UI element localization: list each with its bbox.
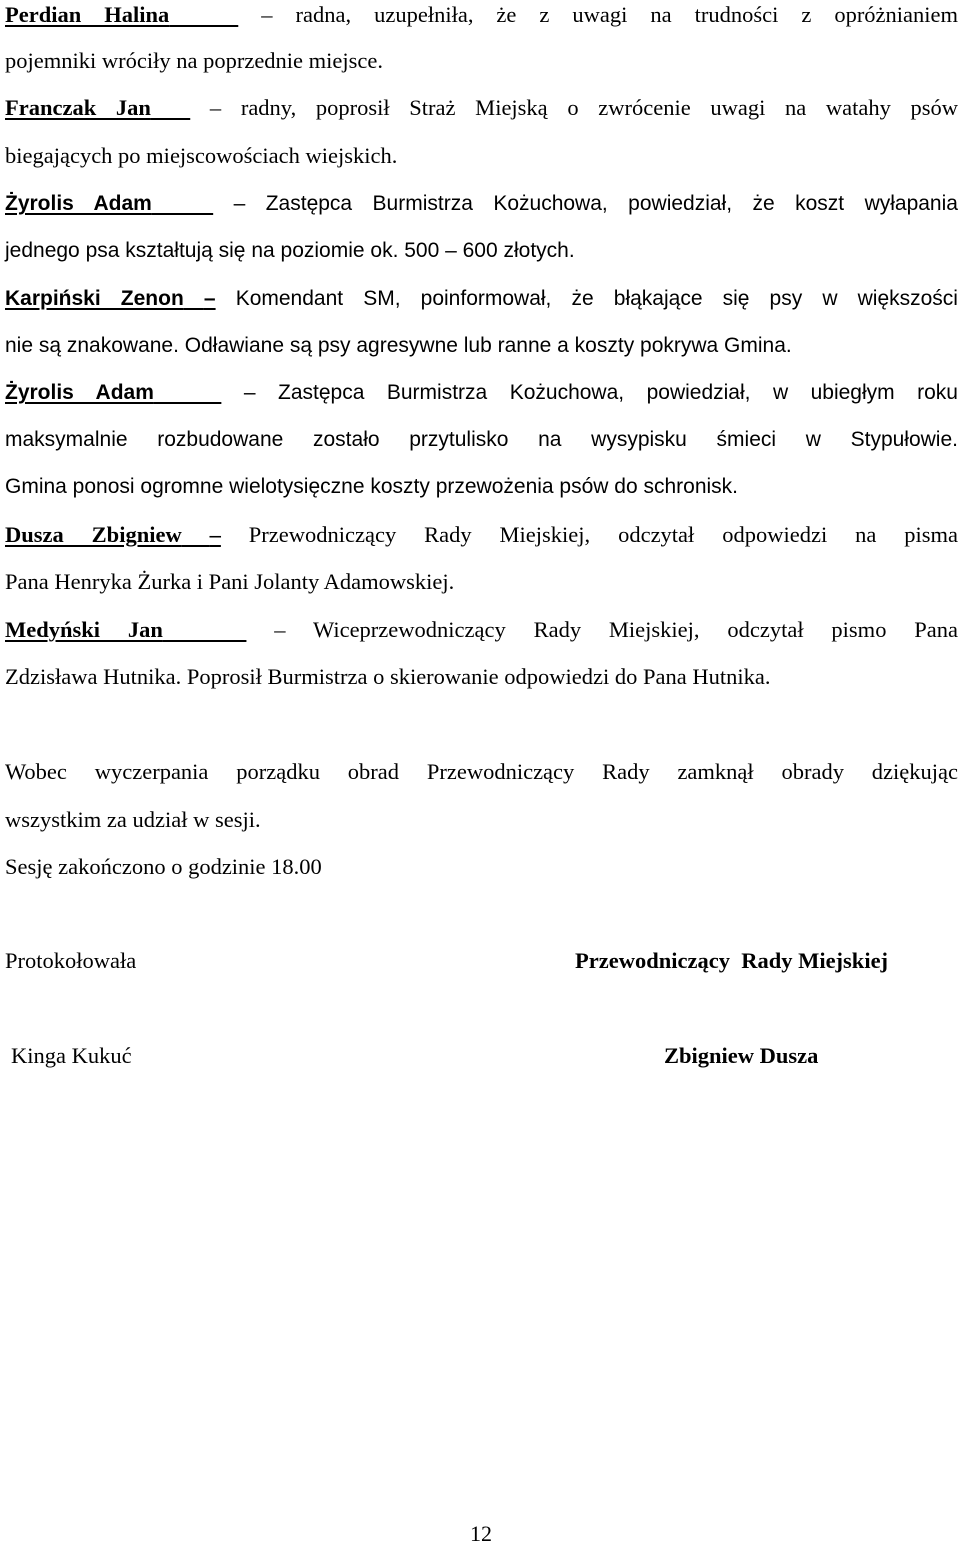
entry-karpinski-line-1 bbox=[5, 284, 958, 314]
speaker-name: Franczak Jan bbox=[5, 95, 151, 120]
session-end-time: Sesję zakończono o godzinie 18.00 bbox=[5, 854, 322, 879]
entry-zyrolis-2-line-2: maksymalnie rozbudowane zostało przytulisko na wysypisku śmieci w Stypułowie. bbox=[5, 428, 958, 451]
entry-medynski-line-1 bbox=[5, 615, 958, 645]
dash: – bbox=[209, 522, 221, 547]
speaker-name: Żyrolis Adam bbox=[5, 381, 154, 404]
entry-karpinski-line-2: nie są znakowane. Odławiane są psy agresywne lub ranne a koszty pokrywa Gmina. bbox=[5, 334, 792, 357]
dash: – bbox=[203, 287, 216, 310]
signature-left-name: Kinga Kukuć bbox=[11, 1043, 132, 1068]
entry-perdian-line-1 bbox=[5, 0, 958, 30]
dash: – bbox=[209, 95, 222, 120]
entry-perdian-line-2: pojemniki wróciły na poprzednie miejsce. bbox=[5, 48, 384, 73]
entry-zyrolis-1-line-2: jednego psa kształtują się na poziomie ok. 500 – 600 złotych. bbox=[5, 239, 575, 262]
dash: – bbox=[243, 381, 256, 404]
entry-zyrolis-2-line-3: Gmina ponosi ogromne wielotysięczne koszty przewożenia psów do schronisk. bbox=[5, 475, 739, 498]
signature-right-name: Zbigniew Dusza bbox=[664, 1043, 819, 1068]
entry-text: Wiceprzewodniczący Rady Miejskiej, odczytał pismo Pana bbox=[313, 617, 959, 642]
closing-line-1: Wobec wyczerpania porządku obrad Przewodniczący Rady zamknął obrady dziękując bbox=[5, 759, 958, 784]
entry-text: radna, uzupełniła, że z uwagi na trudności z opróżnianiem bbox=[295, 2, 959, 27]
closing-line-2: wszystkim za udział w sesji. bbox=[5, 807, 261, 832]
speaker-name: Żyrolis Adam bbox=[5, 192, 152, 215]
entry-zyrolis-2-line-1 bbox=[5, 378, 958, 408]
entry-dusza-line-1 bbox=[5, 520, 958, 550]
entry-text: radny, poprosił Straż Miejską o zwrócenie uwagi na watahy psów bbox=[240, 95, 959, 120]
entry-zyrolis-1-line-1 bbox=[5, 189, 958, 219]
dash: – bbox=[261, 2, 273, 27]
entry-text: Zastępca Burmistrza Kożuchowa, powiedział, że koszt wyłapania bbox=[265, 192, 958, 215]
entry-franczak-line-1 bbox=[5, 93, 958, 123]
speaker-name: Karpiński Zenon bbox=[5, 287, 184, 310]
dash: – bbox=[274, 617, 286, 642]
signature-right-role: Przewodniczący Rady Miejskiej bbox=[575, 948, 889, 973]
entry-text: Zastępca Burmistrza Kożuchowa, powiedział, w ubiegłym roku bbox=[278, 381, 958, 404]
entry-medynski-line-2: Zdzisława Hutnika. Poprosił Burmistrza o skierowanie odpowiedzi do Pana Hutnika. bbox=[5, 664, 771, 689]
speaker-name: Dusza Zbigniew bbox=[5, 522, 182, 547]
speaker-name: Perdian Halina bbox=[5, 2, 170, 27]
dash: – bbox=[233, 192, 246, 215]
signature-left-role: Protokołowała bbox=[5, 948, 137, 973]
entry-text: Przewodniczący Rady Miejskiej, odczytał odpowiedzi na pisma bbox=[248, 522, 959, 547]
page-number: 12 bbox=[470, 1521, 492, 1546]
speaker-name: Medyński Jan bbox=[5, 617, 163, 642]
entry-franczak-line-2: biegających po miejscowościach wiejskich. bbox=[5, 143, 398, 168]
entry-dusza-line-2: Pana Henryka Żurka i Pani Jolanty Adamowskiej. bbox=[5, 569, 455, 594]
entry-text: Komendant SM, poinformował, że błąkające się psy w większości bbox=[235, 287, 958, 310]
